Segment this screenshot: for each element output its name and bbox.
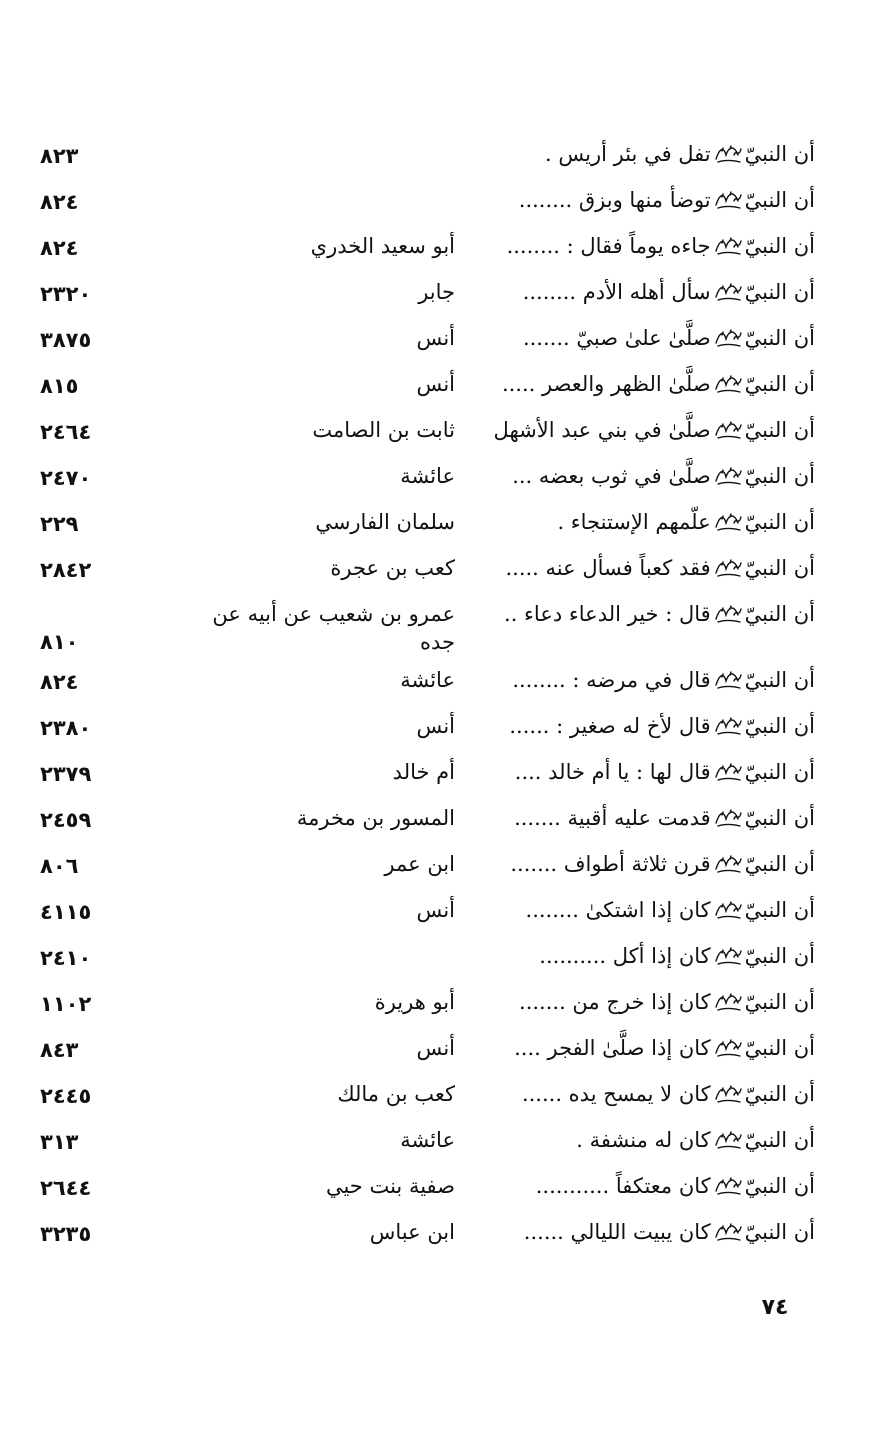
hadith-incipit	[485, 508, 815, 536]
prophet-prefix: أن النبيّ	[744, 326, 815, 350]
narrator: المسور بن مخرمة	[296, 806, 455, 830]
hadith-text: كان إذا أكل ..........	[539, 944, 711, 968]
hadith-text: قرن ثلاثة أطواف .......	[510, 852, 711, 876]
salawat-seal-icon	[714, 235, 742, 257]
narrator: جابر	[418, 280, 455, 304]
narrator: أبو سعيد الخدري	[310, 234, 455, 258]
hadith-incipit	[485, 554, 815, 582]
prophet-prefix: أن النبيّ	[744, 760, 815, 784]
hadith-number: ٨٢٤	[40, 190, 79, 214]
hadith-number: ٢٣٨٠	[40, 716, 92, 740]
hadith-text: كان إذا صلَّىٰ الفجر ....	[514, 1036, 711, 1060]
index-row	[40, 934, 815, 980]
index-row	[40, 888, 815, 934]
hadith-number: ٢٣٢٠	[40, 282, 92, 306]
hadith-text: قال : خير الدعاء دعاء ..	[504, 602, 711, 626]
hadith-number: ٢٤١٠	[40, 946, 92, 970]
hadith-number: ٣٢٣٥	[40, 1222, 92, 1246]
narrator: أنس	[416, 898, 455, 922]
hadith-text: كان لا يمسح يده ......	[521, 1082, 711, 1106]
salawat-seal-icon	[714, 1037, 742, 1059]
index-row	[40, 500, 815, 546]
hadith-incipit	[485, 712, 815, 740]
prophet-prefix: أن النبيّ	[744, 990, 815, 1014]
index-row	[40, 132, 815, 178]
hadith-number: ٨٢٤	[40, 670, 79, 694]
narrator: أنس	[416, 372, 455, 396]
index-row	[40, 1026, 815, 1072]
narrator: أنس	[416, 326, 455, 350]
prophet-prefix: أن النبيّ	[744, 668, 815, 692]
narrator: أنس	[416, 1036, 455, 1060]
prophet-prefix: أن النبيّ	[744, 280, 815, 304]
prophet-prefix: أن النبيّ	[744, 714, 815, 738]
hadith-incipit	[485, 278, 815, 306]
hadith-text: توضأ منها وبزق ........	[518, 188, 711, 212]
narrator: عمرو بن شعيب عن أبيه عن جده	[212, 602, 455, 654]
hadith-text: صلَّىٰ علىٰ صبيّ .......	[522, 326, 711, 350]
salawat-seal-icon	[714, 715, 742, 737]
index-row	[40, 546, 815, 592]
index-row	[40, 980, 815, 1026]
hadith-number: ٣٨٧٥	[40, 328, 92, 352]
prophet-prefix: أن النبيّ	[744, 1082, 815, 1106]
salawat-seal-icon	[714, 853, 742, 875]
hadith-text: كان إذا خرج من .......	[519, 990, 711, 1014]
prophet-prefix: أن النبيّ	[744, 806, 815, 830]
index-row	[40, 1118, 815, 1164]
hadith-number: ٢٤٧٠	[40, 466, 92, 490]
hadith-number: ٢٣٧٩	[40, 762, 92, 786]
hadith-text: سأل أهله الأدم ........	[522, 280, 711, 304]
prophet-prefix: أن النبيّ	[744, 602, 815, 626]
hadith-text: فقد كعباً فسأل عنه .....	[505, 556, 711, 580]
index-row	[40, 842, 815, 888]
narrator: ثابت بن الصامت	[312, 418, 455, 442]
prophet-prefix: أن النبيّ	[744, 1128, 815, 1152]
hadith-text: جاءه يوماً فقال : ........	[506, 234, 711, 258]
salawat-seal-icon	[714, 945, 742, 967]
hadith-incipit	[485, 416, 815, 444]
hadith-number: ٨٢٣	[40, 144, 79, 168]
narrator: أم خالد	[392, 760, 455, 784]
prophet-prefix: أن النبيّ	[744, 510, 815, 534]
index-row	[40, 316, 815, 362]
hadith-number: ٢٤٤٥	[40, 1084, 92, 1108]
salawat-seal-icon	[714, 1221, 742, 1243]
index-row	[40, 224, 815, 270]
hadith-text: قال لأخ له صغير : ......	[509, 714, 711, 738]
page-number: ٧٤	[761, 1295, 789, 1320]
salawat-seal-icon	[714, 1129, 742, 1151]
narrator: عائشة	[400, 668, 455, 692]
hadith-text: قال في مرضه : ........	[512, 668, 711, 692]
hadith-number: ٨١٠	[40, 630, 79, 654]
hadith-number: ٢٤٦٤	[40, 420, 92, 444]
narrator: عائشة	[400, 464, 455, 488]
index-row	[40, 704, 815, 750]
hadith-incipit	[485, 850, 815, 878]
salawat-seal-icon	[714, 603, 742, 625]
index-row	[40, 1164, 815, 1210]
salawat-seal-icon	[714, 807, 742, 829]
salawat-seal-icon	[714, 143, 742, 165]
narrator: عائشة	[400, 1128, 455, 1152]
narrator: أنس	[416, 714, 455, 738]
hadith-incipit	[485, 462, 815, 490]
salawat-seal-icon	[714, 327, 742, 349]
prophet-prefix: أن النبيّ	[744, 1220, 815, 1244]
prophet-prefix: أن النبيّ	[744, 852, 815, 876]
hadith-text: تفل في بئر أريس .	[545, 142, 711, 166]
salawat-seal-icon	[714, 761, 742, 783]
hadith-incipit	[485, 1034, 815, 1062]
hadith-number: ٢٦٤٤	[40, 1176, 92, 1200]
prophet-prefix: أن النبيّ	[744, 372, 815, 396]
prophet-prefix: أن النبيّ	[744, 464, 815, 488]
narrator: صفية بنت حيي	[325, 1174, 455, 1198]
hadith-incipit	[485, 942, 815, 970]
index-row	[40, 362, 815, 408]
prophet-prefix: أن النبيّ	[744, 188, 815, 212]
hadith-text: كان معتكفاً ...........	[535, 1174, 711, 1198]
salawat-seal-icon	[714, 465, 742, 487]
salawat-seal-icon	[714, 511, 742, 533]
index-row	[40, 1072, 815, 1118]
salawat-seal-icon	[714, 1083, 742, 1105]
prophet-prefix: أن النبيّ	[744, 1174, 815, 1198]
hadith-index	[40, 132, 815, 1256]
hadith-incipit	[485, 1126, 815, 1154]
index-row	[40, 454, 815, 500]
index-row	[40, 796, 815, 842]
hadith-incipit	[485, 804, 815, 832]
hadith-number: ٢٤٥٩	[40, 808, 92, 832]
prophet-prefix: أن النبيّ	[744, 418, 815, 442]
prophet-prefix: أن النبيّ	[744, 944, 815, 968]
narrator: كعب بن مالك	[337, 1082, 455, 1106]
hadith-number: ٨٠٦	[40, 854, 79, 878]
index-row	[40, 750, 815, 796]
hadith-incipit	[485, 600, 815, 628]
hadith-incipit	[485, 666, 815, 694]
salawat-seal-icon	[714, 1175, 742, 1197]
hadith-number: ٨٢٤	[40, 236, 79, 260]
salawat-seal-icon	[714, 557, 742, 579]
hadith-number: ٨٤٣	[40, 1038, 79, 1062]
hadith-text: كان إذا اشتكىٰ ........	[525, 898, 711, 922]
hadith-text: صلَّىٰ الظهر والعصر .....	[501, 372, 711, 396]
hadith-text: قال لها : يا أم خالد ....	[514, 760, 711, 784]
hadith-number: ٢٢٩	[40, 512, 79, 536]
index-row	[40, 270, 815, 316]
hadith-text: كان له منشفة .	[576, 1128, 711, 1152]
hadith-incipit	[485, 370, 815, 398]
salawat-seal-icon	[714, 373, 742, 395]
narrator: ابن عمر	[384, 852, 455, 876]
hadith-number: ٨١٥	[40, 374, 79, 398]
hadith-incipit	[485, 988, 815, 1016]
hadith-incipit	[485, 324, 815, 352]
hadith-incipit	[485, 1172, 815, 1200]
hadith-text: علّمهم الإستنجاء .	[557, 510, 711, 534]
salawat-seal-icon	[714, 899, 742, 921]
salawat-seal-icon	[714, 189, 742, 211]
prophet-prefix: أن النبيّ	[744, 234, 815, 258]
prophet-prefix: أن النبيّ	[744, 142, 815, 166]
hadith-number: ١١٠٢	[40, 992, 92, 1016]
narrator: ابن عباس	[369, 1220, 455, 1244]
hadith-incipit	[485, 1080, 815, 1108]
hadith-number: ٤١١٥	[40, 900, 92, 924]
hadith-incipit	[485, 186, 815, 214]
narrator: سلمان الفارسي	[315, 510, 455, 534]
index-row	[40, 1210, 815, 1256]
hadith-incipit	[485, 140, 815, 168]
index-row	[40, 178, 815, 224]
hadith-incipit	[485, 232, 815, 260]
narrator: كعب بن عجرة	[330, 556, 455, 580]
index-row	[40, 592, 815, 658]
salawat-seal-icon	[714, 991, 742, 1013]
hadith-incipit	[485, 1218, 815, 1246]
salawat-seal-icon	[714, 281, 742, 303]
salawat-seal-icon	[714, 419, 742, 441]
hadith-number: ٢٨٤٢	[40, 558, 92, 582]
prophet-prefix: أن النبيّ	[744, 1036, 815, 1060]
index-row	[40, 658, 815, 704]
hadith-incipit	[485, 758, 815, 786]
narrator: أبو هريرة	[374, 990, 455, 1014]
index-row	[40, 408, 815, 454]
salawat-seal-icon	[714, 669, 742, 691]
hadith-incipit	[485, 896, 815, 924]
hadith-text: صلَّىٰ في ثوب بعضه ...	[512, 464, 711, 488]
prophet-prefix: أن النبيّ	[744, 556, 815, 580]
hadith-text: صلَّىٰ في بني عبد الأشهل	[493, 418, 711, 442]
hadith-number: ٣١٣	[40, 1130, 79, 1154]
hadith-text: قدمت عليه أقبية .......	[514, 806, 711, 830]
prophet-prefix: أن النبيّ	[744, 898, 815, 922]
hadith-text: كان يبيت الليالي ......	[523, 1220, 711, 1244]
